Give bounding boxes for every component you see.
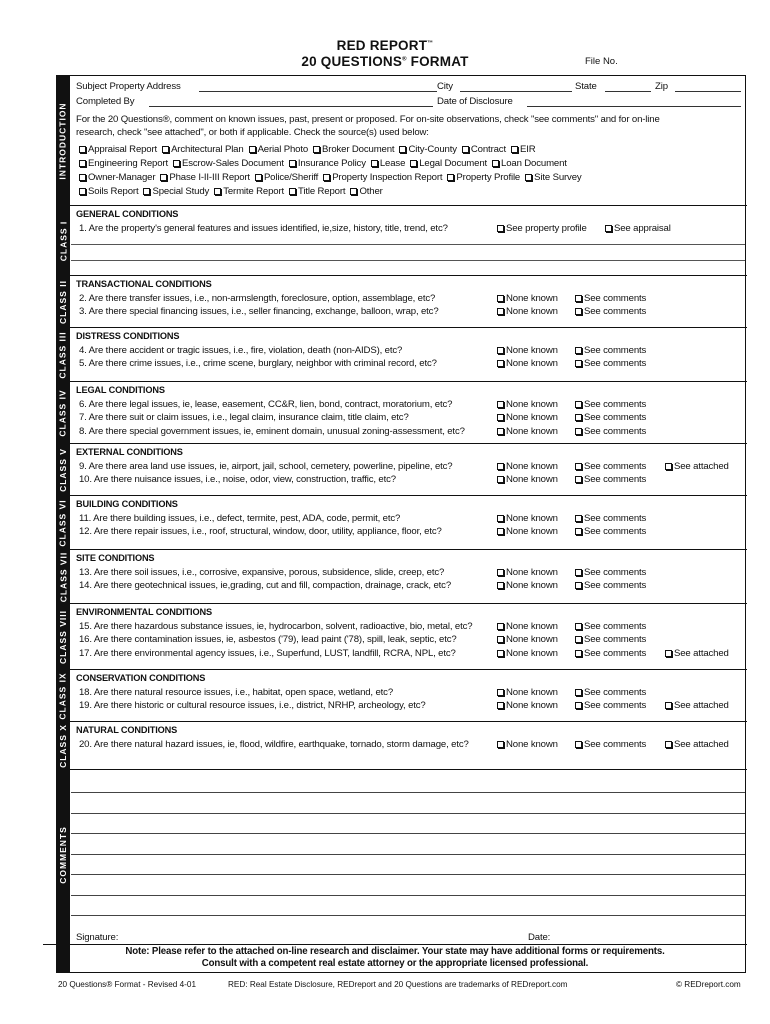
- answer-option-none[interactable]: None known: [497, 648, 558, 659]
- class-section: [57, 604, 747, 670]
- question-text: 1. Are the property's general features and issues identified, ie,size, history, title, trend, etc?: [79, 223, 448, 234]
- checkbox-icon[interactable]: [575, 623, 582, 630]
- question-text: 12. Are there repair issues, i.e., roof, structural, window, door, utility, appliance, floor, etc?: [79, 526, 442, 538]
- sources-row-2: [79, 158, 572, 169]
- class-heading: EXTERNAL CONDITIONS: [76, 447, 183, 457]
- checkbox-icon[interactable]: [575, 741, 582, 748]
- side-label-comments: COMMENTS: [58, 826, 68, 884]
- checkbox-icon[interactable]: [575, 414, 582, 421]
- comment-line[interactable]: [71, 813, 745, 814]
- checkbox-icon[interactable]: [497, 515, 504, 522]
- comment-line[interactable]: [71, 874, 745, 875]
- source-option[interactable]: [79, 158, 168, 169]
- answer-option-none[interactable]: None known: [497, 306, 558, 317]
- zip-label: Zip: [655, 81, 668, 92]
- source-label: Owner-Manager: [88, 172, 156, 183]
- state-label: State: [575, 81, 597, 92]
- checkbox-icon[interactable]: [575, 528, 582, 535]
- source-option[interactable]: [255, 172, 318, 183]
- source-label: Loan Document: [501, 158, 567, 169]
- checkbox-icon[interactable]: [350, 188, 357, 195]
- checkbox-icon[interactable]: [160, 174, 167, 181]
- side-label-class: CLASS II: [58, 280, 68, 324]
- checkbox-icon[interactable]: [173, 160, 180, 167]
- answer-option-none[interactable]: None known: [497, 412, 558, 423]
- file-no-label: File No.: [585, 56, 618, 67]
- class-section: [57, 550, 747, 604]
- side-label-class: CLASS I: [58, 220, 68, 262]
- answer-option-none[interactable]: None known: [497, 739, 558, 750]
- answer-option-attached[interactable]: See attached: [665, 739, 729, 750]
- question-text: 5. Are there crime issues, i.e., crime scene, burglary, neighbor with criminal record, etc?: [79, 358, 437, 370]
- checkbox-icon[interactable]: [665, 702, 672, 709]
- source-option[interactable]: [399, 144, 456, 155]
- checkbox-icon[interactable]: [143, 188, 150, 195]
- checkbox-icon[interactable]: [162, 146, 169, 153]
- checkbox-icon[interactable]: [497, 463, 504, 470]
- source-label: Escrow-Sales Document: [181, 158, 284, 169]
- checkbox-icon[interactable]: [665, 463, 672, 470]
- source-label: Property Profile: [456, 172, 521, 183]
- source-option[interactable]: [462, 144, 506, 155]
- checkbox-icon[interactable]: [497, 528, 504, 535]
- date-of-disclosure-label: Date of Disclosure: [437, 96, 513, 107]
- title-line-2: 20 QUESTIONS® FORMAT: [301, 54, 469, 69]
- source-label: Engineering Report: [88, 158, 168, 169]
- source-label: Aerial Photo: [257, 144, 309, 155]
- comment-line[interactable]: [71, 792, 745, 793]
- checkbox-icon[interactable]: [410, 160, 417, 167]
- source-label: Termite Report: [223, 186, 284, 197]
- intro-section: [57, 76, 747, 206]
- sources-row-3: [79, 172, 587, 183]
- checkbox-icon[interactable]: [497, 295, 504, 302]
- source-option[interactable]: [143, 186, 209, 197]
- side-label-class: CLASS VI: [58, 499, 69, 547]
- answer-option-comments[interactable]: See comments: [575, 621, 646, 632]
- question-text: 18. Are there natural resource issues, i.e., habitat, open space, wetland, etc?: [79, 687, 394, 698]
- class-section: [57, 328, 747, 382]
- source-label: EIR: [519, 144, 536, 155]
- source-option[interactable]: [214, 186, 284, 197]
- state-field[interactable]: [605, 91, 651, 92]
- answer-option-comments[interactable]: See comments: [575, 648, 646, 659]
- source-option[interactable]: [511, 144, 536, 155]
- question-text: 19. Are there historic or cultural resource issues, i.e., district, NRHP, archeology, etc?: [79, 700, 426, 712]
- answer-option-comments[interactable]: See comments: [575, 474, 646, 485]
- answer-option-attached[interactable]: See attached: [665, 648, 729, 659]
- class-section: [57, 496, 747, 550]
- answer-option-comments[interactable]: See comments: [575, 634, 646, 645]
- comments-section: [57, 770, 747, 974]
- checkbox-icon[interactable]: [497, 225, 504, 232]
- class-heading: TRANSACTIONAL CONDITIONS: [76, 279, 212, 289]
- completed-by-field[interactable]: [149, 106, 433, 107]
- answer-option-none[interactable]: None known: [497, 345, 558, 356]
- source-option[interactable]: [525, 172, 581, 183]
- checkbox-icon[interactable]: [399, 146, 406, 153]
- checkbox-icon[interactable]: [497, 702, 504, 709]
- checkbox-icon[interactable]: [214, 188, 221, 195]
- zip-field[interactable]: [675, 91, 741, 92]
- footer-copyright: © REDreport.com: [676, 980, 741, 989]
- checkbox-icon[interactable]: [497, 623, 504, 630]
- source-option[interactable]: [249, 144, 308, 155]
- question-text: 3. Are there special financing issues, i.e., seller financing, exchange, balloon, wrap, etc?: [79, 306, 439, 318]
- checkbox-icon[interactable]: [665, 650, 672, 657]
- checkbox-icon[interactable]: [575, 582, 582, 589]
- note-line-1: Note: Please refer to the attached on-line research and disclaimer. Your state may have additional forms or requirements.: [125, 946, 665, 957]
- answer-option-comments[interactable]: See comments: [575, 412, 646, 423]
- answer-option-appraisal[interactable]: See appraisal: [605, 223, 671, 234]
- address-label: Subject Property Address: [76, 81, 181, 92]
- answer-option-comments[interactable]: See comments: [575, 399, 646, 410]
- signature-label: Signature:: [76, 932, 119, 943]
- source-label: Other: [359, 186, 383, 197]
- answer-option-comments[interactable]: See comments: [575, 580, 646, 591]
- checkbox-icon[interactable]: [497, 476, 504, 483]
- question-text: 8. Are there special government issues, ie, eminent domain, unusual zoning-assessment, etc?: [79, 425, 465, 437]
- checkbox-icon[interactable]: [497, 414, 504, 421]
- checkbox-icon[interactable]: [255, 174, 262, 181]
- question-text: 15. Are there hazardous substance issues, ie, hydrocarbon, solvent, radioactive, bio, metal, etc?: [79, 621, 473, 632]
- source-option[interactable]: [162, 144, 244, 155]
- answer-option-comments[interactable]: See comments: [575, 293, 646, 304]
- answer-option-none[interactable]: None known: [497, 526, 558, 537]
- checkbox-icon[interactable]: [575, 401, 582, 408]
- comment-line[interactable]: [71, 854, 745, 855]
- checkbox-icon[interactable]: [497, 360, 504, 367]
- answer-option-none[interactable]: None known: [497, 513, 558, 524]
- answer-option-none[interactable]: None known: [497, 700, 558, 711]
- checkbox-icon[interactable]: [525, 174, 532, 181]
- signature-divider: [43, 944, 747, 945]
- checkbox-icon[interactable]: [371, 160, 378, 167]
- answer-option-none[interactable]: None known: [497, 621, 558, 632]
- source-option[interactable]: [173, 158, 284, 169]
- source-option[interactable]: [492, 158, 567, 169]
- checkbox-icon[interactable]: [575, 347, 582, 354]
- question-text: 20. Are there natural hazard issues, ie, flood, wildfire, earthquake, tornado, storm damage, etc?: [79, 739, 469, 750]
- sources-row-1: [79, 144, 541, 155]
- answer-option-comments[interactable]: See comments: [575, 345, 646, 356]
- checkbox-icon[interactable]: [249, 146, 256, 153]
- completed-by-label: Completed By: [76, 96, 135, 107]
- answer-option-none[interactable]: None known: [497, 426, 558, 437]
- question-text: 13. Are there soil issues, i.e., corrosive, expansive, porous, subsidence, slide, creep, etc?: [79, 567, 445, 578]
- checkbox-icon[interactable]: [575, 360, 582, 367]
- source-option[interactable]: [289, 158, 366, 169]
- checkbox-icon[interactable]: [497, 347, 504, 354]
- checkbox-icon[interactable]: [79, 146, 86, 153]
- answer-option-attached[interactable]: See attached: [665, 461, 729, 472]
- source-label: Soils Report: [88, 186, 139, 197]
- answer-option-comments[interactable]: See comments: [575, 739, 646, 750]
- question-text: 17. Are there environmental agency issues, i.e., Superfund, LUST, landfill, RCRA, NPL, etc?: [79, 647, 456, 659]
- source-label: Contract: [470, 144, 506, 155]
- source-option[interactable]: [160, 172, 250, 183]
- answer-option-none[interactable]: None known: [497, 567, 558, 578]
- side-label-class: CLASS V: [58, 448, 68, 492]
- source-option[interactable]: [350, 186, 382, 197]
- question-text: 2. Are there transfer issues, i.e., non-armslength, foreclosure, option, assemblage, etc?: [79, 293, 436, 304]
- question-text: 9. Are there area land use issues, ie, airport, jail, school, cemetery, powerline, pipeline, etc?: [79, 461, 453, 472]
- checkbox-icon[interactable]: [497, 401, 504, 408]
- class-section: [57, 722, 747, 770]
- answer-option-comments[interactable]: See comments: [575, 306, 646, 317]
- answer-option-comments[interactable]: See comments: [575, 700, 646, 711]
- answer-option-profile[interactable]: See property profile: [497, 223, 587, 234]
- question-text: 4. Are there accident or tragic issues, i.e., fire, violation, death (non-AIDS), etc?: [79, 345, 403, 356]
- address-field[interactable]: [199, 91, 437, 92]
- answer-option-comments[interactable]: See comments: [575, 461, 646, 472]
- source-label: Legal Document: [419, 158, 488, 169]
- source-label: Property Inspection Report: [332, 172, 443, 183]
- checkbox-icon[interactable]: [313, 146, 320, 153]
- source-label: City-County: [408, 144, 457, 155]
- footer-revision: 20 Questions® Format - Revised 4-01: [58, 980, 197, 989]
- checkbox-icon[interactable]: [289, 188, 296, 195]
- checkbox-icon[interactable]: [665, 741, 672, 748]
- source-option[interactable]: [371, 158, 405, 169]
- class-heading: NATURAL CONDITIONS: [76, 725, 178, 735]
- answer-option-comments[interactable]: See comments: [575, 358, 646, 369]
- class-heading: SITE CONDITIONS: [76, 553, 155, 563]
- answer-option-comments[interactable]: See comments: [575, 526, 646, 537]
- checkbox-icon[interactable]: [575, 569, 582, 576]
- question-text: 16. Are there contamination issues, ie, asbestos ('79), lead paint ('78), spill, leak, septic, etc?: [79, 634, 457, 646]
- source-label: Title Report: [298, 186, 346, 197]
- answer-option-comments[interactable]: See comments: [575, 513, 646, 524]
- answer-line[interactable]: [71, 244, 745, 245]
- checkbox-icon[interactable]: [575, 463, 582, 470]
- checkbox-icon[interactable]: [575, 295, 582, 302]
- checkbox-icon[interactable]: [497, 428, 504, 435]
- class-heading: LEGAL CONDITIONS: [76, 385, 165, 395]
- class-section: [57, 382, 747, 444]
- title-line-1: RED REPORT™: [336, 38, 434, 53]
- checkbox-icon[interactable]: [79, 160, 86, 167]
- checkbox-icon[interactable]: [497, 569, 504, 576]
- source-label: Site Survey: [534, 172, 582, 183]
- checkbox-icon[interactable]: [497, 650, 504, 657]
- answer-option-none[interactable]: None known: [497, 634, 558, 645]
- answer-option-none[interactable]: None known: [497, 580, 558, 591]
- instructions-line-1: For the 20 Questions®, comment on known issues, past, present or proposed. For on-site observations, check "see comments" and for on-line: [76, 114, 660, 125]
- source-option[interactable]: [447, 172, 520, 183]
- answer-option-none[interactable]: None known: [497, 358, 558, 369]
- source-label: Architectural Plan: [171, 144, 244, 155]
- checkbox-icon[interactable]: [289, 160, 296, 167]
- source-label: Phase I-II-III Report: [169, 172, 250, 183]
- checkbox-icon[interactable]: [497, 308, 504, 315]
- footer-trademark: RED: Real Estate Disclosure, REDreport and 20 Questions are trademarks of REDreport.com: [228, 980, 568, 989]
- answer-option-attached[interactable]: See attached: [665, 700, 729, 711]
- source-option[interactable]: [79, 144, 157, 155]
- source-label: Lease: [379, 158, 406, 169]
- sources-row-4: [79, 186, 388, 197]
- class-section: [57, 670, 747, 722]
- class-section: [57, 444, 747, 496]
- checkbox-icon[interactable]: [497, 689, 504, 696]
- date-of-disclosure-field[interactable]: [527, 106, 741, 107]
- class-heading: GENERAL CONDITIONS: [76, 209, 179, 219]
- answer-option-none[interactable]: None known: [497, 293, 558, 304]
- checkbox-icon[interactable]: [575, 702, 582, 709]
- city-label: City: [437, 81, 453, 92]
- answer-option-none[interactable]: None known: [497, 687, 558, 698]
- checkbox-icon[interactable]: [497, 636, 504, 643]
- checkbox-icon[interactable]: [575, 689, 582, 696]
- question-text: 11. Are there building issues, i.e., defect, termite, pest, ADA, code, permit, etc?: [79, 513, 401, 524]
- answer-option-none[interactable]: None known: [497, 461, 558, 472]
- date-label: Date:: [528, 932, 551, 943]
- source-label: Special Study: [152, 186, 210, 197]
- answer-option-comments[interactable]: See comments: [575, 426, 646, 437]
- class-section: [57, 276, 747, 328]
- side-label-class: CLASS VII: [58, 551, 68, 603]
- side-label-class: CLASS X: [58, 724, 68, 768]
- class-heading: CONSERVATION CONDITIONS: [76, 673, 206, 683]
- source-label: Police/Sheriff: [263, 172, 319, 183]
- form-frame: [56, 75, 746, 973]
- class-heading: ENVIRONMENTAL CONDITIONS: [76, 607, 212, 617]
- question-text: 14. Are there geotechnical issues, ie,grading, cut and fill, compaction, drainage, crack, etc?: [79, 580, 452, 592]
- checkbox-icon[interactable]: [492, 160, 499, 167]
- comment-line[interactable]: [71, 833, 745, 834]
- question-text: 7. Are there suit or claim issues, i.e., legal claim, insurance claim, title claim, etc?: [79, 412, 409, 424]
- checkbox-icon[interactable]: [511, 146, 518, 153]
- checkbox-icon[interactable]: [605, 225, 612, 232]
- checkbox-icon[interactable]: [575, 308, 582, 315]
- checkbox-icon[interactable]: [497, 741, 504, 748]
- source-option[interactable]: [79, 186, 138, 197]
- side-label-class: CLASS VIII: [58, 610, 68, 664]
- source-option[interactable]: [323, 172, 442, 183]
- answer-option-comments[interactable]: See comments: [575, 687, 646, 698]
- side-label-class: CLASS III: [58, 331, 69, 379]
- side-label-class: CLASS IV: [58, 389, 69, 437]
- source-option[interactable]: [313, 144, 394, 155]
- checkbox-icon[interactable]: [575, 515, 582, 522]
- answer-option-comments[interactable]: See comments: [575, 567, 646, 578]
- instructions-line-2: research, check "see attached", or both if applicable. Check the source(s) used below:: [76, 127, 429, 138]
- answer-option-none[interactable]: None known: [497, 399, 558, 410]
- class-section: [57, 206, 747, 276]
- source-label: Broker Document: [322, 144, 395, 155]
- source-option[interactable]: [410, 158, 487, 169]
- checkbox-icon[interactable]: [575, 428, 582, 435]
- comment-line[interactable]: [71, 915, 745, 916]
- side-label-intro: INTRODUCTION: [58, 102, 69, 180]
- source-label: Insurance Policy: [297, 158, 366, 169]
- checkbox-icon[interactable]: [323, 174, 330, 181]
- side-label-class: CLASS IX: [58, 672, 69, 720]
- checkbox-icon[interactable]: [79, 188, 86, 195]
- comment-line[interactable]: [71, 895, 745, 896]
- checkbox-icon[interactable]: [447, 174, 454, 181]
- checkbox-icon[interactable]: [462, 146, 469, 153]
- source-label: Appraisal Report: [88, 144, 158, 155]
- answer-option-none[interactable]: None known: [497, 474, 558, 485]
- checkbox-icon[interactable]: [497, 582, 504, 589]
- checkbox-icon[interactable]: [575, 636, 582, 643]
- class-heading: DISTRESS CONDITIONS: [76, 331, 180, 341]
- question-text: 6. Are there legal issues, ie, lease, easement, CC&R, lien, bond, contract, moratorium, etc?: [79, 399, 453, 410]
- city-field[interactable]: [460, 91, 572, 92]
- checkbox-icon[interactable]: [575, 476, 582, 483]
- answer-line[interactable]: [71, 260, 745, 261]
- source-option[interactable]: [79, 172, 155, 183]
- checkbox-icon[interactable]: [575, 650, 582, 657]
- question-text: 10. Are there nuisance issues, i.e., noise, odor, view, construction, traffic, etc?: [79, 474, 396, 486]
- source-option[interactable]: [289, 186, 345, 197]
- class-heading: BUILDING CONDITIONS: [76, 499, 178, 509]
- checkbox-icon[interactable]: [79, 174, 86, 181]
- note-line-2: Consult with a competent real estate attorney or the appropriate licensed professional.: [201, 958, 589, 969]
